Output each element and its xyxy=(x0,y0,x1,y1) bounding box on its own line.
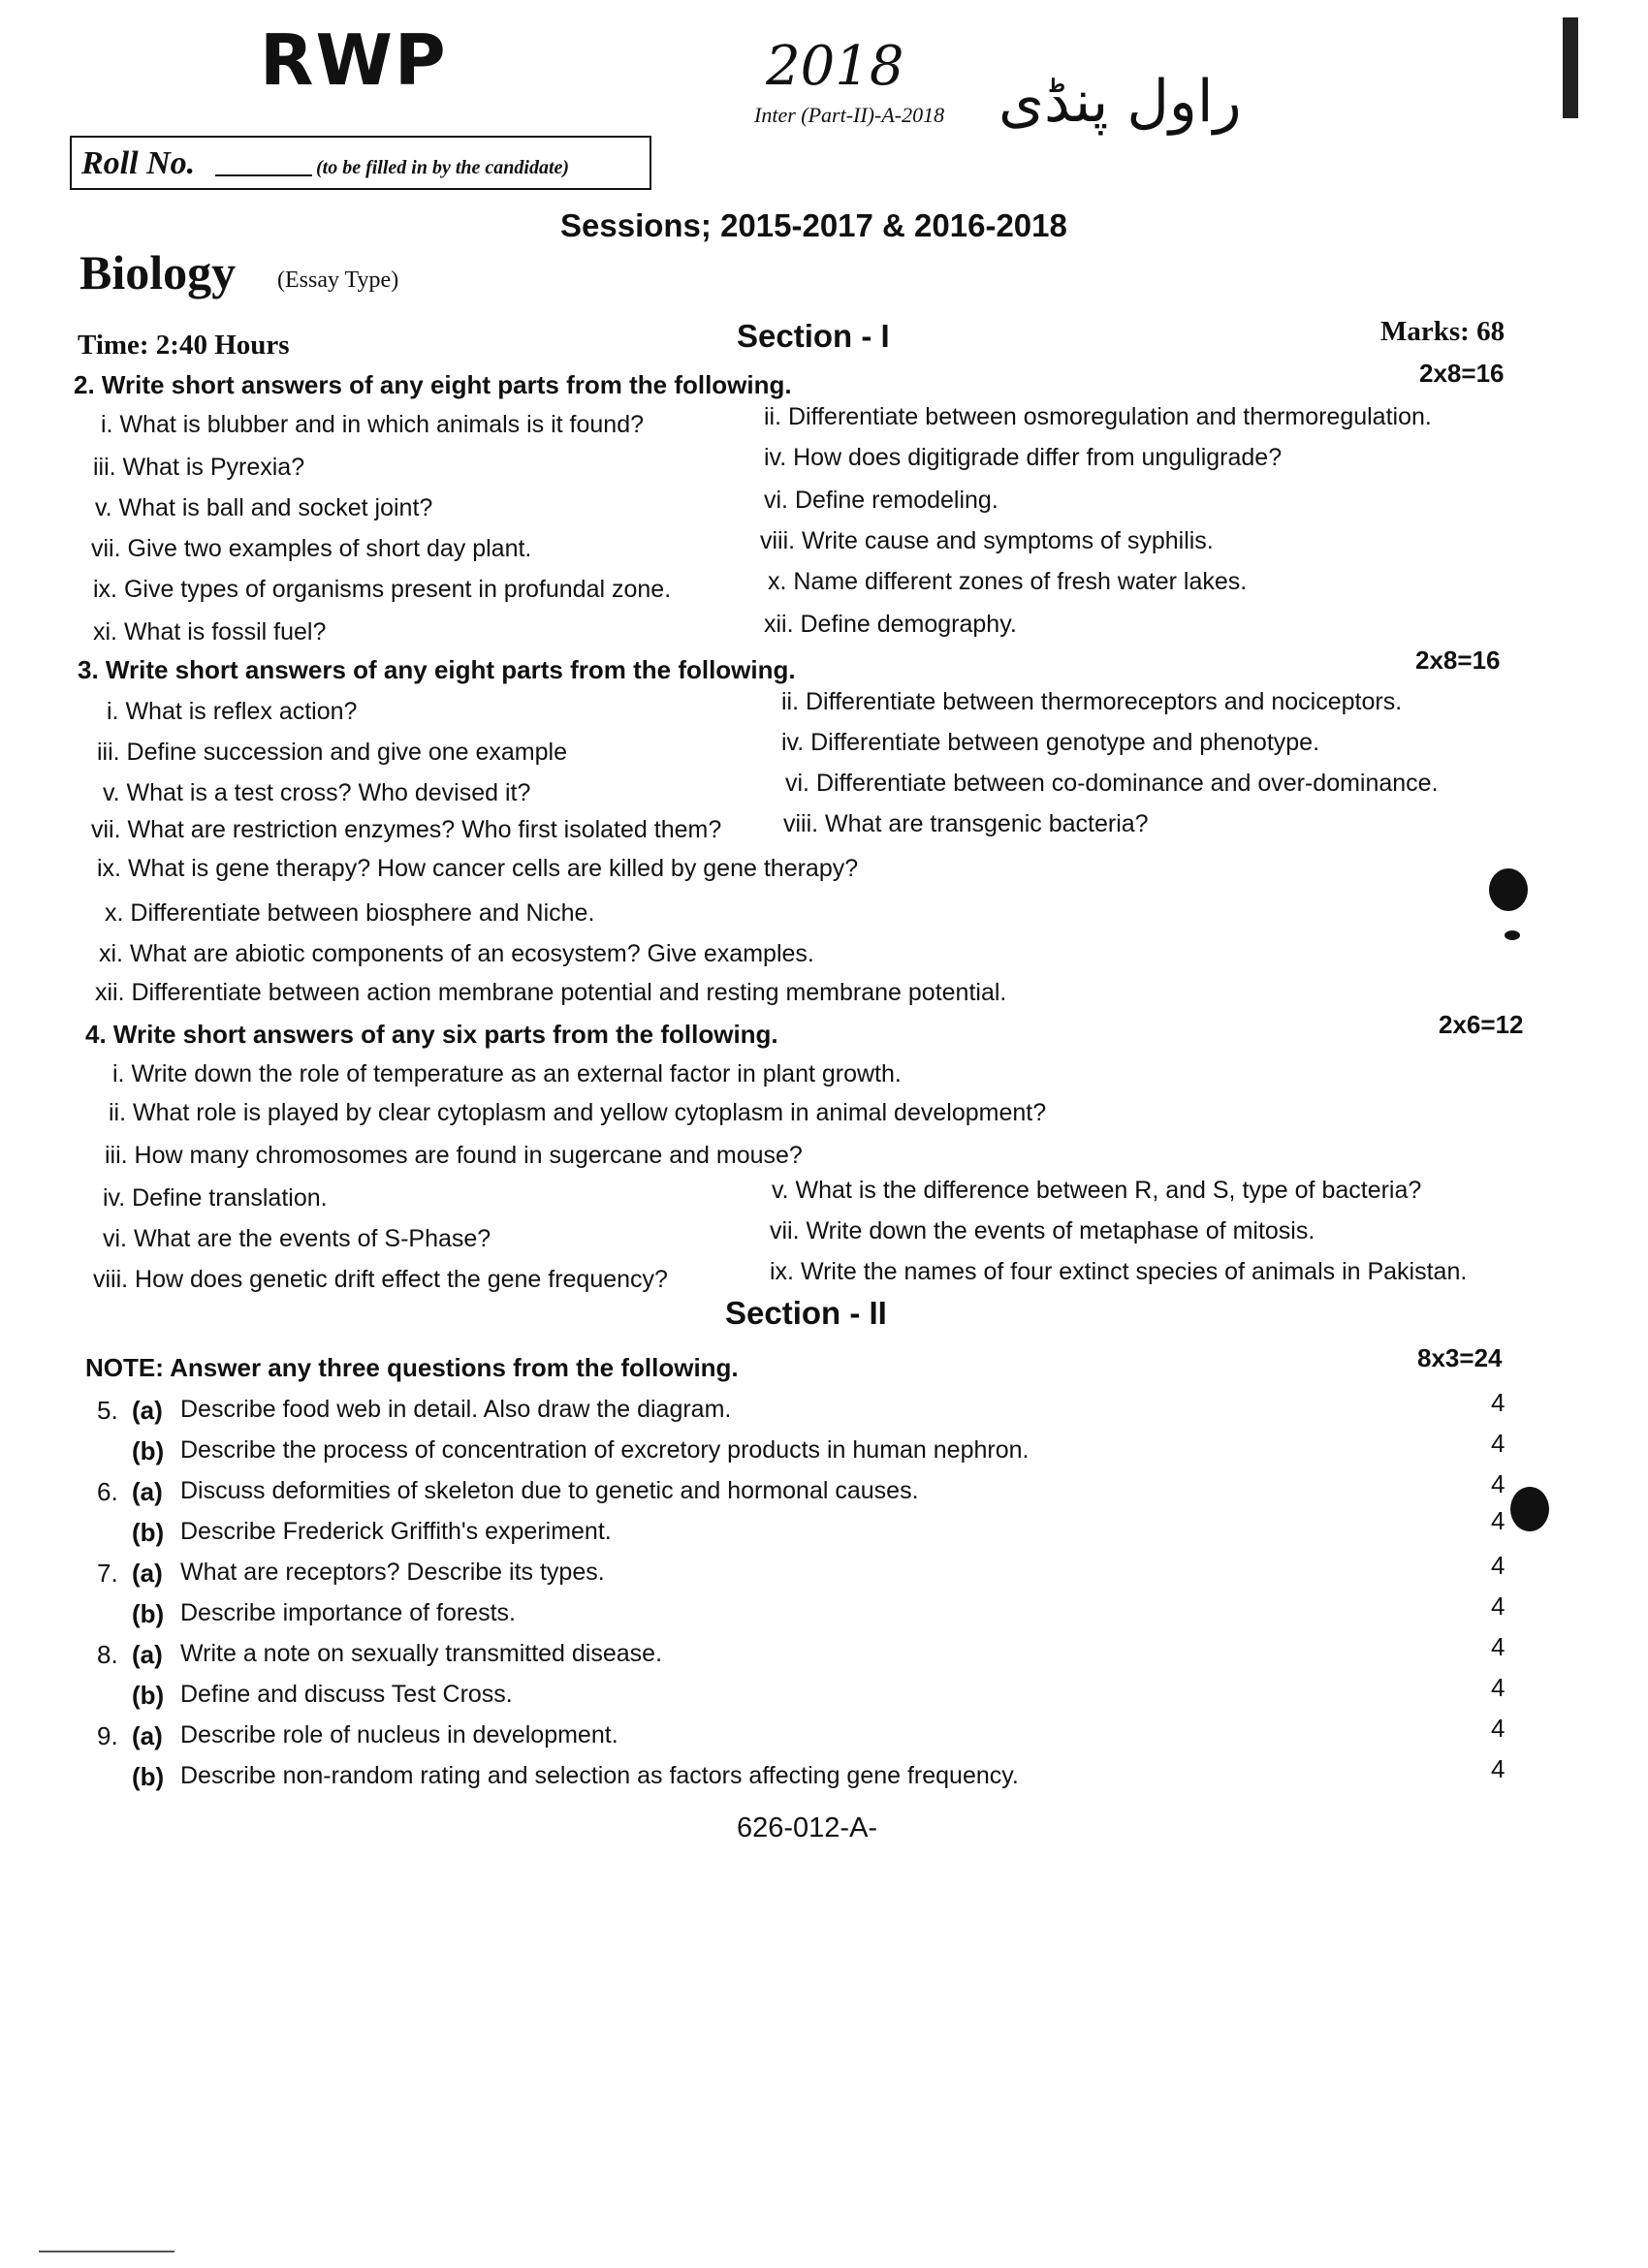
footer-paper-code: 626-012-A- xyxy=(737,1812,878,1843)
question-marks: 4 xyxy=(1491,1714,1505,1743)
question-part: (a) xyxy=(132,1396,163,1425)
question-number: 5. xyxy=(97,1396,118,1425)
question-number: 6. xyxy=(97,1477,118,1506)
section-2-marks: 8x3=24 xyxy=(1417,1343,1503,1372)
list-item: ii. What role is played by clear cytoplasm and yellow cytoplasm in animal development? xyxy=(109,1099,1047,1126)
roll-blank-line xyxy=(215,174,312,176)
list-item: i. What is reflex action? xyxy=(107,698,358,725)
roll-note: (to be filled in by the candidate) xyxy=(316,157,570,178)
roll-label: Roll No. xyxy=(81,145,196,181)
time-allowed: Time: 2:40 Hours xyxy=(78,330,290,361)
question-part: (a) xyxy=(132,1559,163,1588)
question-part: (a) xyxy=(132,1640,163,1669)
list-item: vi. What are the events of S-Phase? xyxy=(103,1225,491,1252)
list-item: vii. Write down the events of metaphase of mitosis. xyxy=(770,1217,1315,1244)
list-item: i. What is blubber and in which animals is it found? xyxy=(101,411,645,438)
question-text: Describe non-random rating and selection as factors affecting gene frequency. xyxy=(180,1762,1019,1789)
handwritten-year: 2018 xyxy=(766,35,904,98)
list-item: iii. What is Pyrexia? xyxy=(93,454,305,481)
list-item: viii. What are transgenic bacteria? xyxy=(783,810,1149,837)
question-marks: 4 xyxy=(1491,1551,1505,1580)
list-item: ix. Give types of organisms present in profundal zone. xyxy=(93,576,672,603)
list-item: ix. Write the names of four extinct species of animals in Pakistan. xyxy=(770,1258,1468,1285)
question-text: Describe role of nucleus in development. xyxy=(180,1721,618,1748)
list-item: vii. Give two examples of short day plant. xyxy=(91,535,532,562)
question-text: Describe the process of concentration of excretory products in human nephron. xyxy=(180,1436,1030,1464)
total-marks: Marks: 68 xyxy=(1380,316,1505,347)
question-part: (b) xyxy=(132,1436,165,1465)
list-item: xii. Differentiate between action membrane potential and resting membrane potential. xyxy=(95,979,1007,1006)
q4-heading: 4. Write short answers of any six parts from the following. xyxy=(85,1020,778,1049)
question-marks: 4 xyxy=(1491,1506,1505,1535)
question-text: Describe Frederick Griffith's experiment. xyxy=(180,1518,612,1545)
question-text: Discuss deformities of skeleton due to genetic and hormonal causes. xyxy=(180,1477,919,1504)
question-marks: 4 xyxy=(1491,1469,1505,1498)
q2-heading: 2. Write short answers of any eight parts from the following. xyxy=(74,370,792,399)
paper-code: Inter (Part-II)-A-2018 xyxy=(754,103,945,127)
list-item: i. Write down the role of temperature as an external factor in plant growth. xyxy=(112,1060,902,1087)
question-part: (b) xyxy=(132,1599,165,1628)
question-marks: 4 xyxy=(1491,1388,1505,1417)
question-text: Write a note on sexually transmitted disease. xyxy=(180,1640,663,1667)
question-part: (a) xyxy=(132,1477,163,1506)
question-marks: 4 xyxy=(1491,1754,1505,1783)
list-item: vi. Define remodeling. xyxy=(764,487,998,514)
list-item: xi. What is fossil fuel? xyxy=(93,618,327,646)
question-marks: 4 xyxy=(1491,1591,1505,1621)
list-item: ix. What is gene therapy? How cancer cells are killed by gene therapy? xyxy=(97,855,859,882)
question-part: (b) xyxy=(132,1762,165,1791)
question-number: 7. xyxy=(97,1559,118,1588)
question-marks: 4 xyxy=(1491,1632,1505,1661)
sessions: Sessions; 2015-2017 & 2016-2018 xyxy=(560,207,1067,243)
list-item: x. Differentiate between biosphere and Niche. xyxy=(105,899,595,927)
section-1-title: Section - I xyxy=(737,318,890,354)
list-item: viii. Write cause and symptoms of syphilis. xyxy=(760,527,1214,554)
list-item: viii. How does genetic drift effect the gene frequency? xyxy=(93,1266,668,1293)
question-text: What are receptors? Describe its types. xyxy=(180,1559,605,1586)
list-item: ii. Differentiate between thermoreceptors and nociceptors. xyxy=(781,688,1403,715)
list-item: v. What is a test cross? Who devised it? xyxy=(103,779,531,806)
question-part: (b) xyxy=(132,1518,165,1547)
scan-bottom-line xyxy=(39,2251,174,2252)
handwritten-urdu: راول پنڈی xyxy=(998,68,1242,136)
q2-marks: 2x8=16 xyxy=(1419,359,1505,388)
question-text: Define and discuss Test Cross. xyxy=(180,1681,513,1708)
question-number: 9. xyxy=(97,1721,118,1750)
section-2-note: NOTE: Answer any three questions from the following. xyxy=(85,1353,739,1382)
handwritten-code: RWP xyxy=(260,19,448,101)
list-item: iv. Differentiate between genotype and phenotype. xyxy=(781,729,1320,756)
q3-heading: 3. Write short answers of any eight parts from the following. xyxy=(78,655,796,684)
question-number: 8. xyxy=(97,1640,118,1669)
question-text: Describe importance of forests. xyxy=(180,1599,516,1626)
question-marks: 4 xyxy=(1491,1673,1505,1702)
ink-blot xyxy=(1489,868,1528,911)
list-item: iv. Define translation. xyxy=(103,1184,328,1212)
scan-edge-mark xyxy=(1563,17,1578,118)
question-part: (a) xyxy=(132,1721,163,1750)
list-item: vi. Differentiate between co-dominance and over-dominance. xyxy=(785,770,1439,797)
list-item: iii. Define succession and give one example xyxy=(97,739,567,766)
list-item: x. Name different zones of fresh water lakes. xyxy=(768,568,1248,595)
question-part: (b) xyxy=(132,1681,165,1710)
ink-blot xyxy=(1510,1487,1549,1531)
q3-marks: 2x8=16 xyxy=(1415,646,1501,675)
list-item: v. What is the difference between R, and S, type of bacteria? xyxy=(772,1177,1422,1204)
list-item: vii. What are restriction enzymes? Who first isolated them? xyxy=(91,816,722,843)
paper-type: (Essay Type) xyxy=(277,268,399,293)
list-item: iv. How does digitigrade differ from unguligrade? xyxy=(764,444,1283,471)
question-marks: 4 xyxy=(1491,1429,1505,1458)
list-item: ii. Differentiate between osmoregulation and thermoregulation. xyxy=(764,403,1432,430)
list-item: xi. What are abiotic components of an ecosystem? Give examples. xyxy=(99,940,814,967)
q4-marks: 2x6=12 xyxy=(1439,1010,1524,1039)
list-item: xii. Define demography. xyxy=(764,611,1017,638)
question-text: Describe food web in detail. Also draw the diagram. xyxy=(180,1396,732,1423)
subject-title: Biology xyxy=(79,245,237,299)
list-item: v. What is ball and socket joint? xyxy=(95,494,433,521)
section-2-title: Section - II xyxy=(725,1295,887,1331)
list-item: iii. How many chromosomes are found in sugercane and mouse? xyxy=(105,1142,803,1169)
ink-blot xyxy=(1505,930,1520,940)
